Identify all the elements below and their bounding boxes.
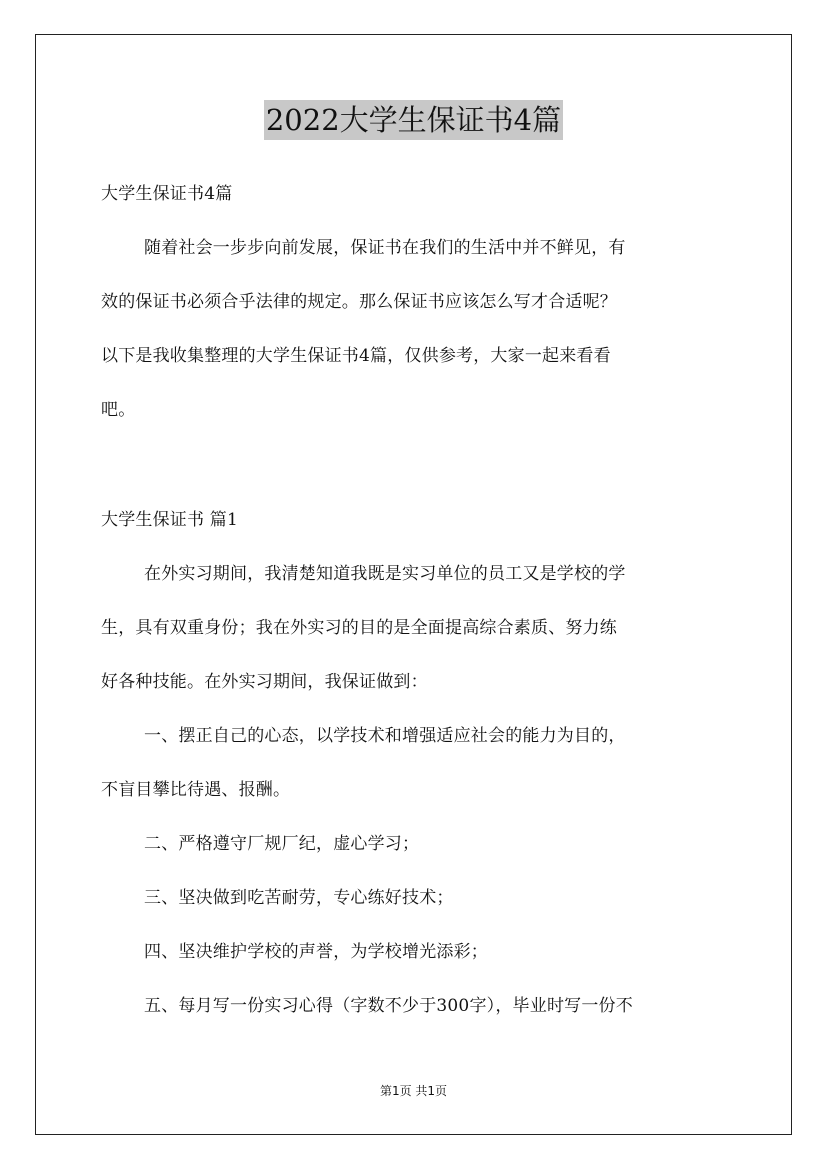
body-line: 一、摆正自己的心态，以学技术和增强适应社会的能力为目的，	[144, 726, 626, 746]
document-title: 2022大学生保证书4篇	[264, 100, 563, 140]
intro-line: 随着社会一步步向前发展，保证书在我们的生活中并不鲜见，有	[144, 238, 626, 258]
body-line: 四、坚决维护学校的声誉，为学校增光添彩；	[144, 942, 488, 962]
body-line: 不盲目攀比待遇、报酬。	[101, 780, 291, 800]
section-heading: 大学生保证书 篇1	[101, 510, 239, 530]
body-line: 三、坚决做到吃苦耐劳，专心练好技术；	[144, 888, 454, 908]
body-line: 五、每月写一份实习心得（字数不少于300字），毕业时写一份不	[144, 996, 633, 1016]
intro-line: 效的保证书必须合乎法律的规定。那么保证书应该怎么写才合适呢？	[101, 292, 617, 312]
body-line: 好各种技能。在外实习期间，我保证做到：	[101, 672, 428, 692]
intro-line: 吧。	[101, 400, 136, 420]
document-subtitle: 大学生保证书4篇	[101, 184, 233, 204]
body-line: 二、严格遵守厂规厂纪，虚心学习；	[144, 834, 420, 854]
body-line: 生，具有双重身份；我在外实习的目的是全面提高综合素质、努力练	[101, 618, 617, 638]
body-line: 在外实习期间，我清楚知道我既是实习单位的员工又是学校的学	[144, 564, 626, 584]
page-footer: 第1页 共1页	[379, 1084, 448, 1098]
title-container	[0, 100, 827, 140]
intro-line: 以下是我收集整理的大学生保证书4篇，仅供参考，大家一起来看看	[101, 346, 611, 366]
